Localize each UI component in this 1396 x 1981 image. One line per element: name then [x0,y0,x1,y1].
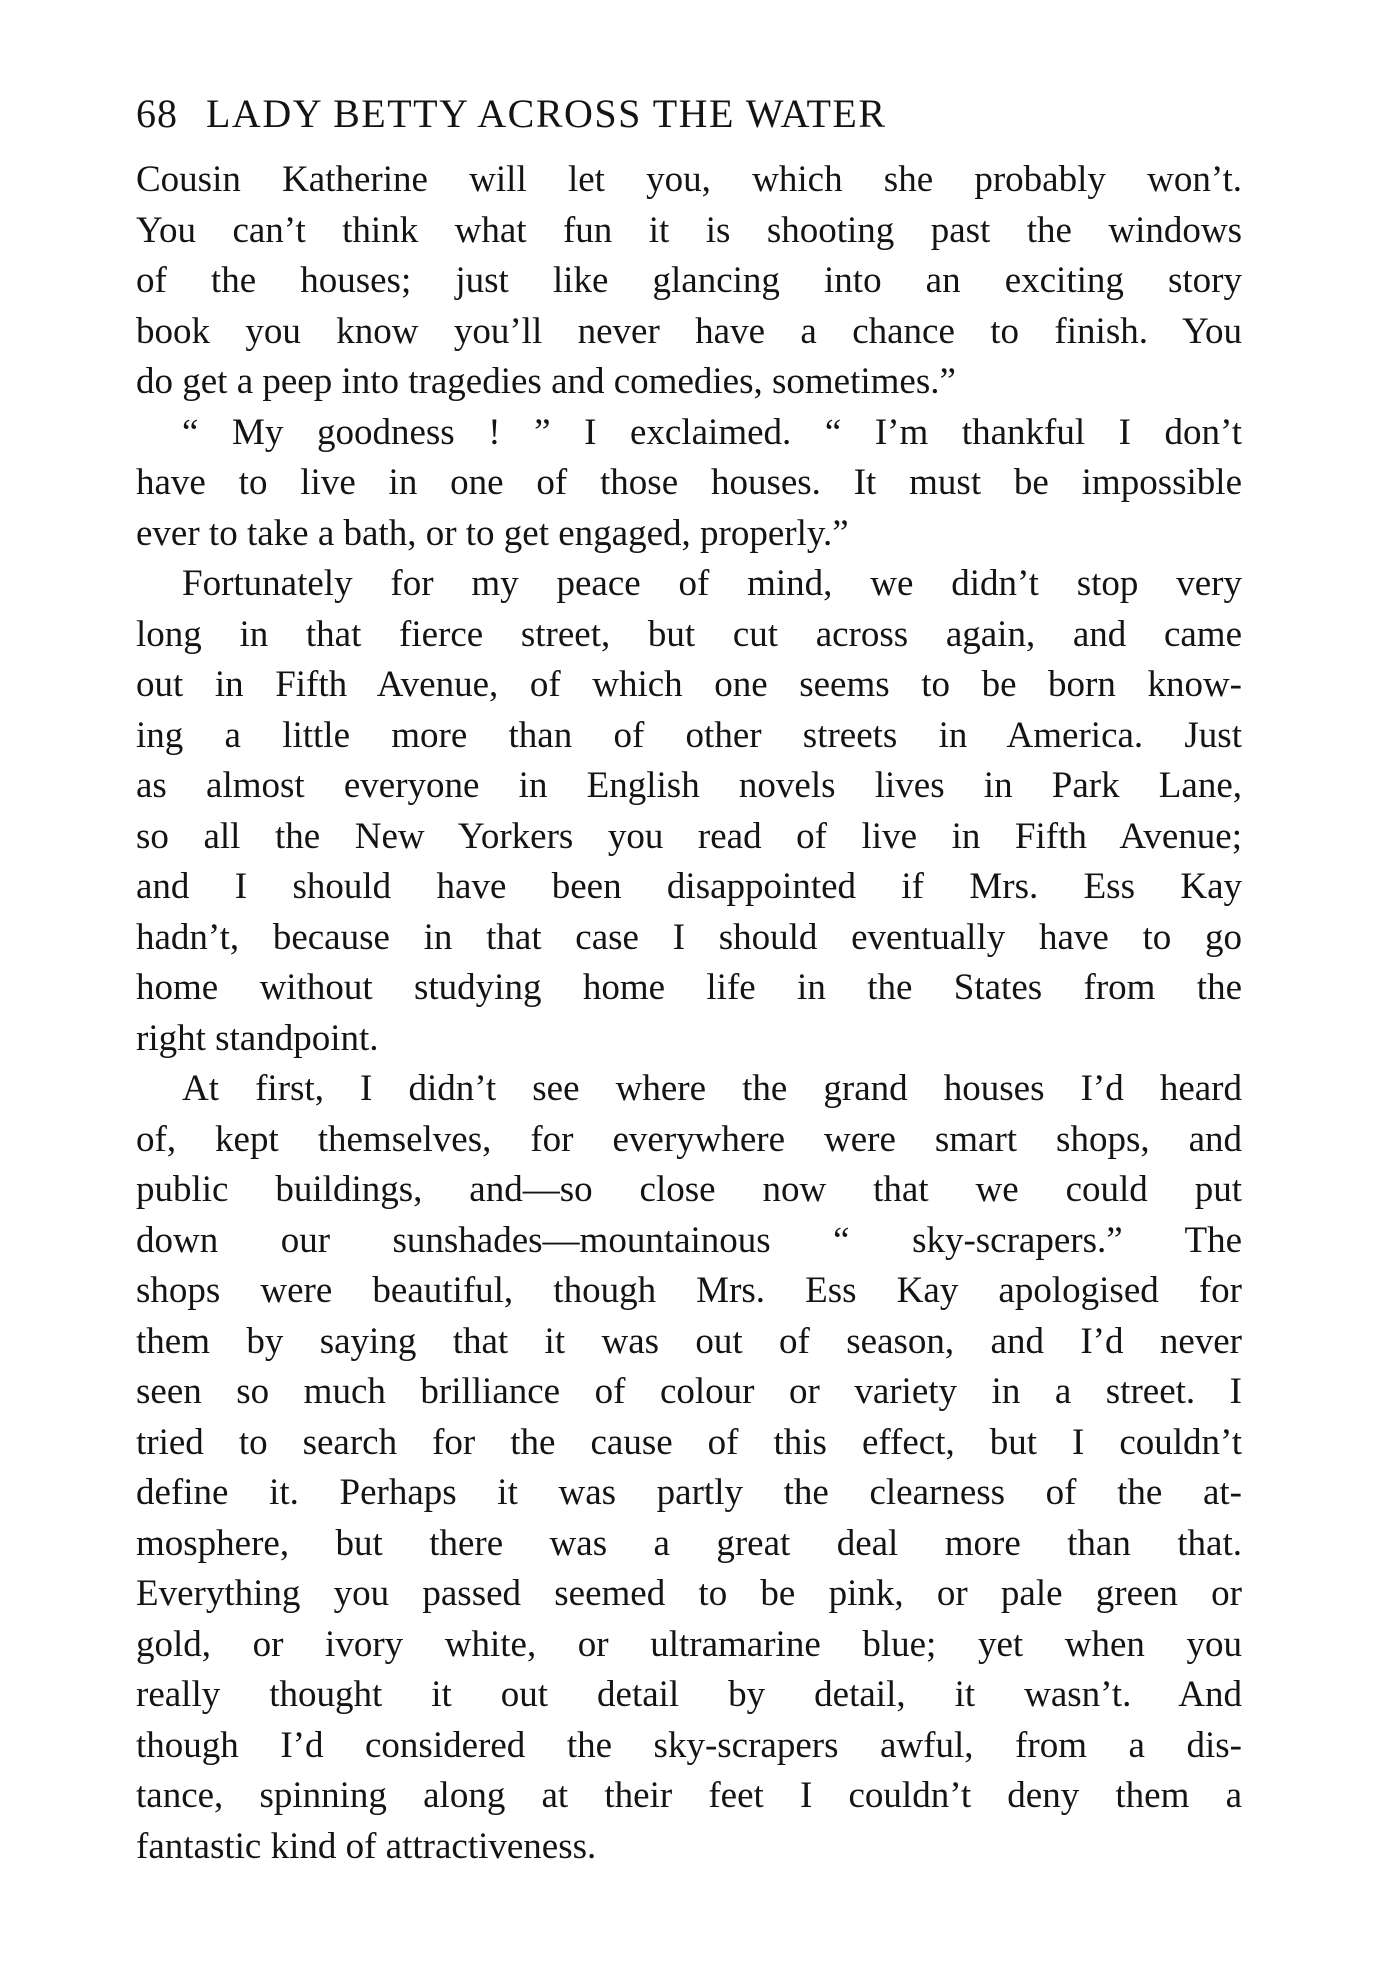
text-line: book you know you’ll never have a chance to finish. You [136,310,1242,352]
text-line: and I should have been disappointed if Mrs. Ess Kay [136,866,1242,907]
text-line: have to live in one of those houses. It must be impossible [136,462,1242,503]
text-line: You can’t think what fun it is shooting past the windows [136,209,1242,251]
text-line: as almost everyone in English novels lives in Park Lane, [136,765,1242,806]
text-line: mosphere, but there was a great deal more than that. [136,1522,1242,1564]
text-line: “ My goodness ! ” I exclaimed. “ I’m thankful I don’t [182,411,1242,453]
text-line: long in that fierce street, but cut across again, and came [136,613,1242,655]
text-line: right standpoint. [136,1017,379,1059]
text-line: of, kept themselves, for everywhere were smart shops, and [136,1118,1242,1160]
page-number: 68 [136,91,178,136]
text-line: gold, or ivory white, or ultramarine blue; yet when you [136,1623,1242,1665]
text-line: hadn’t, because in that case I should eventually have to go [136,916,1242,958]
text-line: define it. Perhaps it was partly the clearness of the at- [136,1472,1242,1513]
text-line: home without studying home life in the States from the [136,967,1242,1008]
text-line: fantastic kind of attractiveness. [136,1825,597,1867]
text-line: them by saying that it was out of season, and I’d never [136,1320,1242,1362]
text-line: Fortunately for my peace of mind, we didn’t stop very [182,563,1242,604]
text-line: Everything you passed seemed to be pink, or pale green or [136,1573,1242,1614]
body-text [136,155,1242,1872]
text-line: so all the New Yorkers you read of live in Fifth Avenue; [136,815,1242,857]
text-line: tried to search for the cause of this effect, but I couldn’t [136,1421,1242,1463]
running-header [136,84,1236,144]
running-title: LADY BETTY ACROSS THE WATER [206,91,887,136]
text-line: ever to take a bath, or to get engaged, properly.” [136,512,849,554]
text-line: shops were beautiful, though Mrs. Ess Kay apologised for [136,1270,1242,1311]
text-line: tance, spinning along at their feet I couldn’t deny them a [136,1775,1242,1816]
text-line: seen so much brilliance of colour or variety in a street. I [136,1371,1242,1412]
text-line: public buildings, and—so close now that we could put [136,1169,1242,1210]
text-line: ing a little more than of other streets in America. Just [136,714,1242,756]
text-line: down our sunshades—mountainous “ sky-scrapers.” The [136,1219,1242,1261]
text-line: though I’d considered the sky-scrapers awful, from a dis- [136,1724,1242,1766]
text-line: of the houses; just like glancing into an exciting story [136,260,1242,301]
text-line: At first, I didn’t see where the grand houses I’d heard [182,1068,1242,1109]
text-line: really thought it out detail by detail, it wasn’t. And [136,1674,1242,1715]
text-line: do get a peep into tragedies and comedies, sometimes.” [136,361,956,402]
text-line: out in Fifth Avenue, of which one seems to be born know- [136,664,1242,705]
text-line: Cousin Katherine will let you, which she probably won’t. [136,159,1242,200]
